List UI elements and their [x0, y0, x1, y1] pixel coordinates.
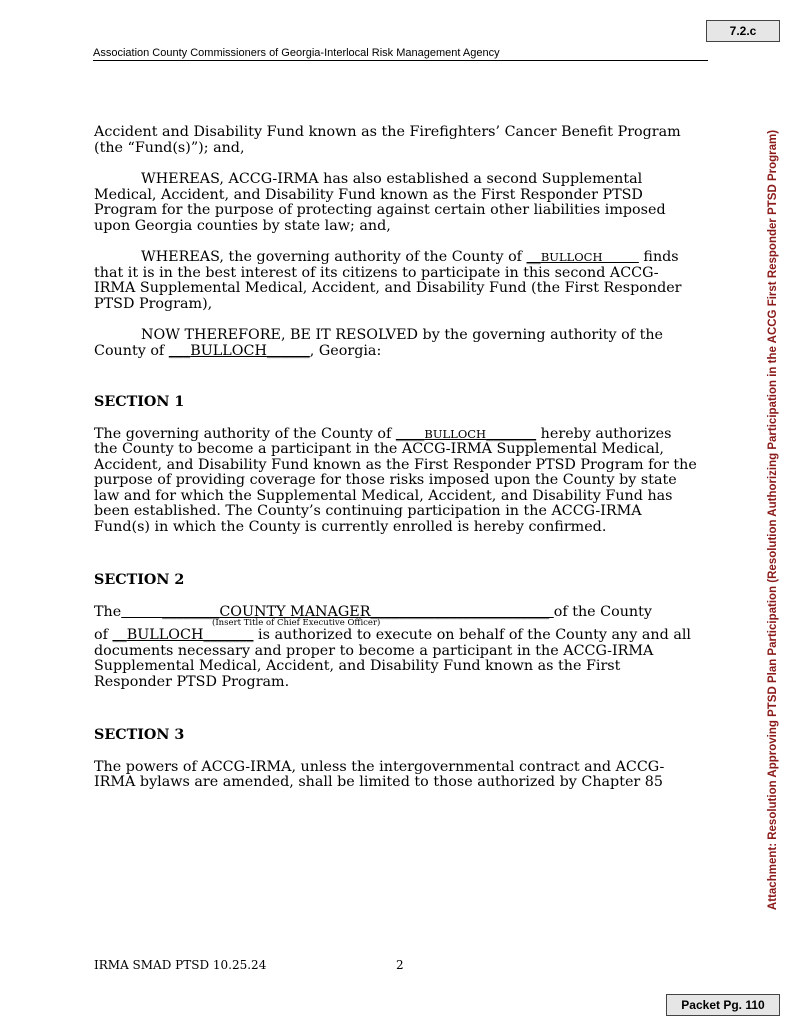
- resolved-text-end: , Georgia:: [309, 342, 382, 359]
- page-header: Association County Commissioners of Georgia-Interlocal Risk Management Agency: [93, 47, 708, 61]
- whereas-2-text-end: finds that it is in the best interest of its citizens to participate in this second ACCG-IRMA Supplemental Medical, Accident, and Disability Fund (the First Responder PTSD Program),: [94, 249, 682, 312]
- section-3-title: SECTION 3: [94, 727, 185, 743]
- paragraph-resolved: NOW THEREFORE, BE IT RESOLVED by the governing authority of the County of ___BULLOCH______, Georgia:: [94, 327, 664, 359]
- page-footer: [94, 958, 404, 972]
- county-name-fill: BULLOCH: [126, 627, 204, 643]
- paragraph-fund-continuation: Accident and Disability Fund known as the Firefighters’ Cancer Benefit Program (the “Fund(s)”); and,: [94, 124, 681, 156]
- officer-title-line: The ________COUNTY MANAGER_________________________ of the County: [94, 603, 652, 620]
- section-2-text: of __BULLOCH_______ is authorized to execute on behalf of the County any and all documents necessary and proper to become a participant in the ACCG-IRMA Supplemental Medical, Accident, and Disability Fund known as the First Responder PTSD Program.: [94, 627, 691, 690]
- paragraph-whereas-2: WHEREAS, the governing authority of the County of __BULLOCH finds that it is in the best interest of its citizens to participate in this second ACCG-IRMA Supplemental Medical, Accident, and Disability Fund (the First Responder PTSD Program),: [94, 249, 682, 312]
- officer-title-instruction: (Insert Title of Chief Executive Officer): [212, 618, 381, 628]
- document-id: IRMA SMAD PTSD 10.25.24: [94, 958, 267, 972]
- county-name-fill: BULLOCH: [190, 342, 267, 359]
- county-name-fill: BULLOCH: [424, 426, 487, 441]
- resolved-text-start: NOW THEREFORE, BE IT RESOLVED by the governing authority of the County of: [94, 327, 664, 359]
- section-2-title: SECTION 2: [94, 572, 185, 588]
- attachment-sidebar-label: Attachment: Resolution Approving PTSD Plan Participation (Resolution Authorizing Participation in the ACCG First Responder PTSD Program): [767, 129, 779, 911]
- section-3-text: The powers of ACCG-IRMA, unless the intergovernmental contract and ACCG-IRMA bylaws are amended, shall be limited to those authorized by Chapter 85: [94, 758, 665, 790]
- page-number: 2: [396, 958, 404, 972]
- document-body: [94, 125, 699, 807]
- officer-title-fill: COUNTY MANAGER: [219, 603, 371, 620]
- paragraph-whereas-1: WHEREAS, ACCG-IRMA has also established a second Supplemental Medical, Accident, and Disability Fund known as the First Responder PTSD Program for the purpose of protecting against certain other liabilities imposed upon Georgia counties by state law; and,: [94, 171, 666, 234]
- section-1-text: The governing authority of the County of ____BULLOCH_______ hereby authorizes the County to become a participant in the ACCG-IRMA Supplemental Medical, Accident, and Disability Fund known as the First Responder PTSD Program for the purpose of providing coverage for those risks imposed upon the County by state law and for which the Supplemental Medical, Accident, and Disability Fund has been established. The County’s continuing participation in the ACCG-IRMA Fund(s) in which the County is currently enrolled is hereby confirmed.: [94, 425, 697, 535]
- agenda-item-tag: 7.2.c: [706, 20, 780, 42]
- county-name-fill: BULLOCH: [540, 250, 603, 264]
- packet-page-label: Packet Pg. 110: [666, 994, 780, 1016]
- whereas-2-text-start: WHEREAS, the governing authority of the County of: [141, 249, 527, 265]
- section-1-title: SECTION 1: [94, 394, 185, 410]
